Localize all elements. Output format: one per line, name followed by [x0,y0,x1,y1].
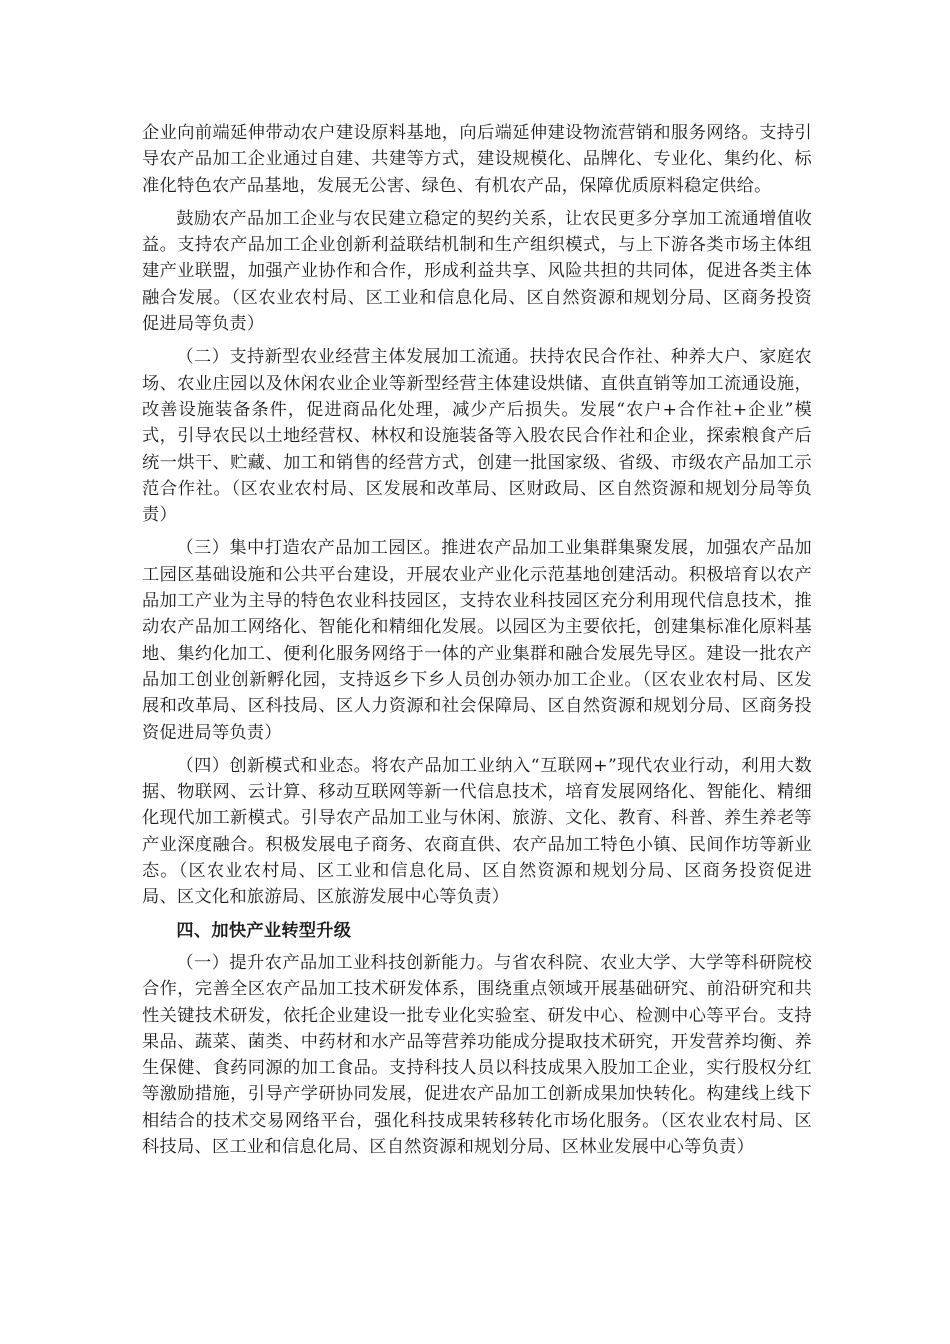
section-heading: 四、加快产业转型升级 [176,920,352,941]
paragraph-item-4: （四）创新模式和业态。将农产品加工业纳入“互联网+”现代农业行动，利用大数据、物联网、云计算、移动互联网等新一代信息技术，培育发展网络化、智能化、精细化现代加工新模式。引导农产品加工业与休闲、旅游、文化、教育、科普、养生养老等产业深度融合。积极发展电子商务、农商直供、农产品加工特色小镇、民间作坊等新业态。（区农业农村局、区工业和信息化局、区自然资源和规划分局、区商务投资促进局、区文化和旅游局、区旅游发展中心等负责） [142,755,812,908]
paragraph-contract-relations: 鼓励农产品加工企业与农民建立稳定的契约关系，让农民更多分享加工流通增值收益。支持农产品加工企业创新利益联结机制和生产组织模式，与上下游各类市场主体组建产业联盟，加强产业协作和合作，形成利益共享、风险共担的共同体，促进各类主体融合发展。（区农业农村局、区工业和信息化局、区自然资源和规划分局、区商务投资促进局等负责） [142,208,812,335]
paragraph-item-2: （二）支持新型农业经营主体发展加工流通。扶持农民合作社、种养大户、家庭农场、农业庄园以及休闲农业企业等新型经营主体建设烘储、直供直销等加工流通设施，改善设施装备条件，促进商品化处理，减少产后损失。发展“农户+合作社+企业”模式，引导农民以土地经营权、林权和设施装备等入股农民合作社和企业，探索粮食产后统一烘干、贮藏、加工和销售的经营方式，创建一批国家级、省级、市级农产品加工示范合作社。（区农业农村局、区发展和改革局、区财政局、区自然资源和规划分局等负责） [142,347,812,526]
paragraph-item-3: （三）集中打造农产品加工园区。推进农产品加工业集群集聚发展，加强农产品加工园区基础设施和公共平台建设，开展农业产业化示范基地创建活动。积极培育以农产品加工产业为主导的特色农业科技园区，支持农业科技园区充分利用现代信息技术，推动农产品加工网络化、智能化和精细化发展。以园区为主要依托，创建集标准化原料基地、集约化加工、便利化服务网络于一体的产业集群和融合发展先导区。建设一批农产品加工创业创新孵化园，支持返乡下乡人员创办领办加工企业。（区农业农村局、区发展和改革局、区科技局、区人力资源和社会保障局、区自然资源和规划分局、区商务投资促进局等负责） [142,538,812,743]
paragraph-section4-item-1: （一）提升农产品加工业科技创新能力。与省农科院、农业大学、大学等科研院校合作，完善全区农产品加工技术研发体系，围绕重点领域开展基础研究、前沿研究和共性关键技术研发，依托企业建设一批专业化实验室、研发中心、检测中心等平台。支持果品、蔬菜、菌类、中药材和水产品等营养功能成分提取技术研究，开发营养均衡、养生保健、食药同源的加工食品。支持科技人员以科技成果入股加工企业，实行股权分红等激励措施，引导产学研协同发展，促进农产品加工创新成果加快转化。构建线上线下相结合的技术交易网络平台，强化科技成果转移转化市场化服务。（区农业农村局、区科技局、区工业和信息化局、区自然资源和规划分局、区林业发展中心等负责） [142,952,812,1157]
document-body [142,120,812,1167]
paragraph-continuation: 企业向前端延伸带动农户建设原料基地，向后端延伸建设物流营销和服务网络。支持引导农产品加工企业通过自建、共建等方式，建设规模化、品牌化、专业化、集约化、标准化特色农产品基地，发展无公害、绿色、有机农产品，保障优质原料稳定供给。 [142,123,812,196]
